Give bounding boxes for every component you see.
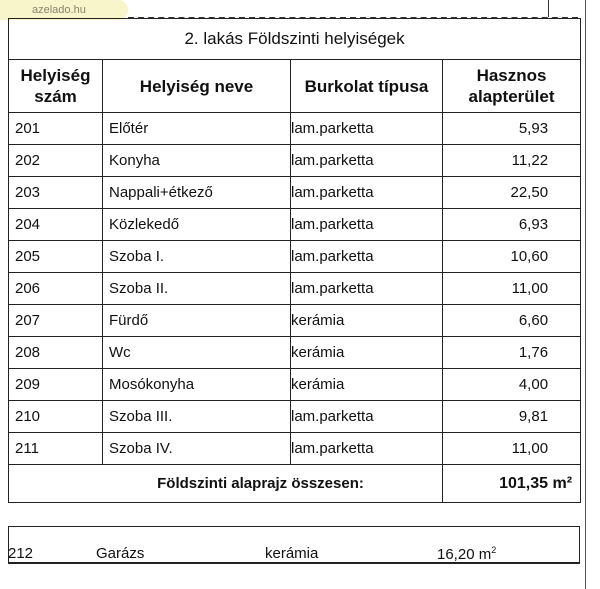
watermark: azelado.hu — [0, 0, 128, 20]
table-row — [9, 337, 581, 369]
header-room-name: Helyiség neve — [103, 60, 291, 113]
room-name-cell: Konyha — [103, 145, 291, 177]
header-area — [443, 60, 581, 113]
total-row — [9, 465, 581, 503]
garage-area — [437, 545, 496, 563]
room-name-cell: Közlekedő — [103, 209, 291, 241]
table-row — [9, 273, 581, 305]
area-cell: 6,93 — [443, 209, 581, 241]
table-title-row — [9, 19, 581, 60]
garage-area-value: 16,20 m — [437, 546, 492, 563]
room-name-cell: Előtér — [103, 113, 291, 145]
area-cell: 5,93 — [443, 113, 581, 145]
garage-floor: kerámia — [265, 545, 319, 562]
room-no-cell: 202 — [9, 145, 103, 177]
area-cell: 11,00 — [443, 273, 581, 305]
flooring-cell: lam.parketta — [291, 241, 443, 273]
room-no-cell: 207 — [9, 305, 103, 337]
room-name-cell: Wc — [103, 337, 291, 369]
room-name-cell: Fürdő — [103, 305, 291, 337]
room-no-cell: 209 — [9, 369, 103, 401]
table-row — [9, 209, 581, 241]
header-row — [9, 60, 581, 113]
flooring-cell: lam.parketta — [291, 113, 443, 145]
header-flooring: Burkolat típusa — [291, 60, 443, 113]
table-row — [9, 241, 581, 273]
area-cell: 22,50 — [443, 177, 581, 209]
flooring-cell: lam.parketta — [291, 401, 443, 433]
garage-no: 212 — [8, 545, 34, 562]
table-row — [9, 305, 581, 337]
table-title: 2. lakás Földszinti helyiségek — [9, 19, 581, 60]
room-no-cell: 210 — [9, 401, 103, 433]
room-no-cell: 208 — [9, 337, 103, 369]
flooring-cell: lam.parketta — [291, 273, 443, 305]
rooms-table — [8, 18, 581, 503]
total-value: 101,35 m² — [443, 465, 581, 503]
header-room-no-line1: Helyiség — [20, 66, 91, 85]
room-name-cell: Szoba II. — [103, 273, 291, 305]
header-room-no — [9, 60, 103, 113]
area-cell: 11,22 — [443, 145, 581, 177]
garage-name: Garázs — [96, 545, 145, 562]
flooring-cell: lam.parketta — [291, 433, 443, 465]
area-cell: 11,00 — [443, 433, 581, 465]
header-area-line1: Hasznos — [476, 66, 547, 85]
flooring-cell: kerámia — [291, 337, 443, 369]
right-border-line — [585, 0, 586, 589]
flooring-cell: kerámia — [291, 369, 443, 401]
table-row — [9, 177, 581, 209]
room-name-cell: Szoba IV. — [103, 433, 291, 465]
room-no-cell: 211 — [9, 433, 103, 465]
room-no-cell: 206 — [9, 273, 103, 305]
flooring-cell: kerámia — [291, 305, 443, 337]
table-row — [9, 433, 581, 465]
area-cell: 4,00 — [443, 369, 581, 401]
room-no-cell: 204 — [9, 209, 103, 241]
room-no-cell: 203 — [9, 177, 103, 209]
room-name-cell: Szoba III. — [103, 401, 291, 433]
room-no-cell: 205 — [9, 241, 103, 273]
flooring-cell: lam.parketta — [291, 145, 443, 177]
garage-area-unit-sup: 2 — [491, 545, 497, 555]
area-cell: 6,60 — [443, 305, 581, 337]
area-cell: 1,76 — [443, 337, 581, 369]
room-name-cell: Mosókonyha — [103, 369, 291, 401]
table-row — [9, 369, 581, 401]
total-label: Földszinti alaprajz összesen: — [9, 465, 443, 503]
flooring-cell: lam.parketta — [291, 209, 443, 241]
area-cell: 10,60 — [443, 241, 581, 273]
flooring-cell: lam.parketta — [291, 177, 443, 209]
table-row — [9, 145, 581, 177]
border-tick — [548, 0, 549, 17]
room-no-cell: 201 — [9, 113, 103, 145]
room-name-cell: Nappali+étkező — [103, 177, 291, 209]
table-row — [9, 113, 581, 145]
table-body — [9, 113, 581, 465]
area-cell: 9,81 — [443, 401, 581, 433]
table-row — [9, 401, 581, 433]
header-room-no-line2: szám — [34, 87, 77, 106]
room-name-cell: Szoba I. — [103, 241, 291, 273]
header-area-line2: alapterület — [468, 87, 555, 106]
